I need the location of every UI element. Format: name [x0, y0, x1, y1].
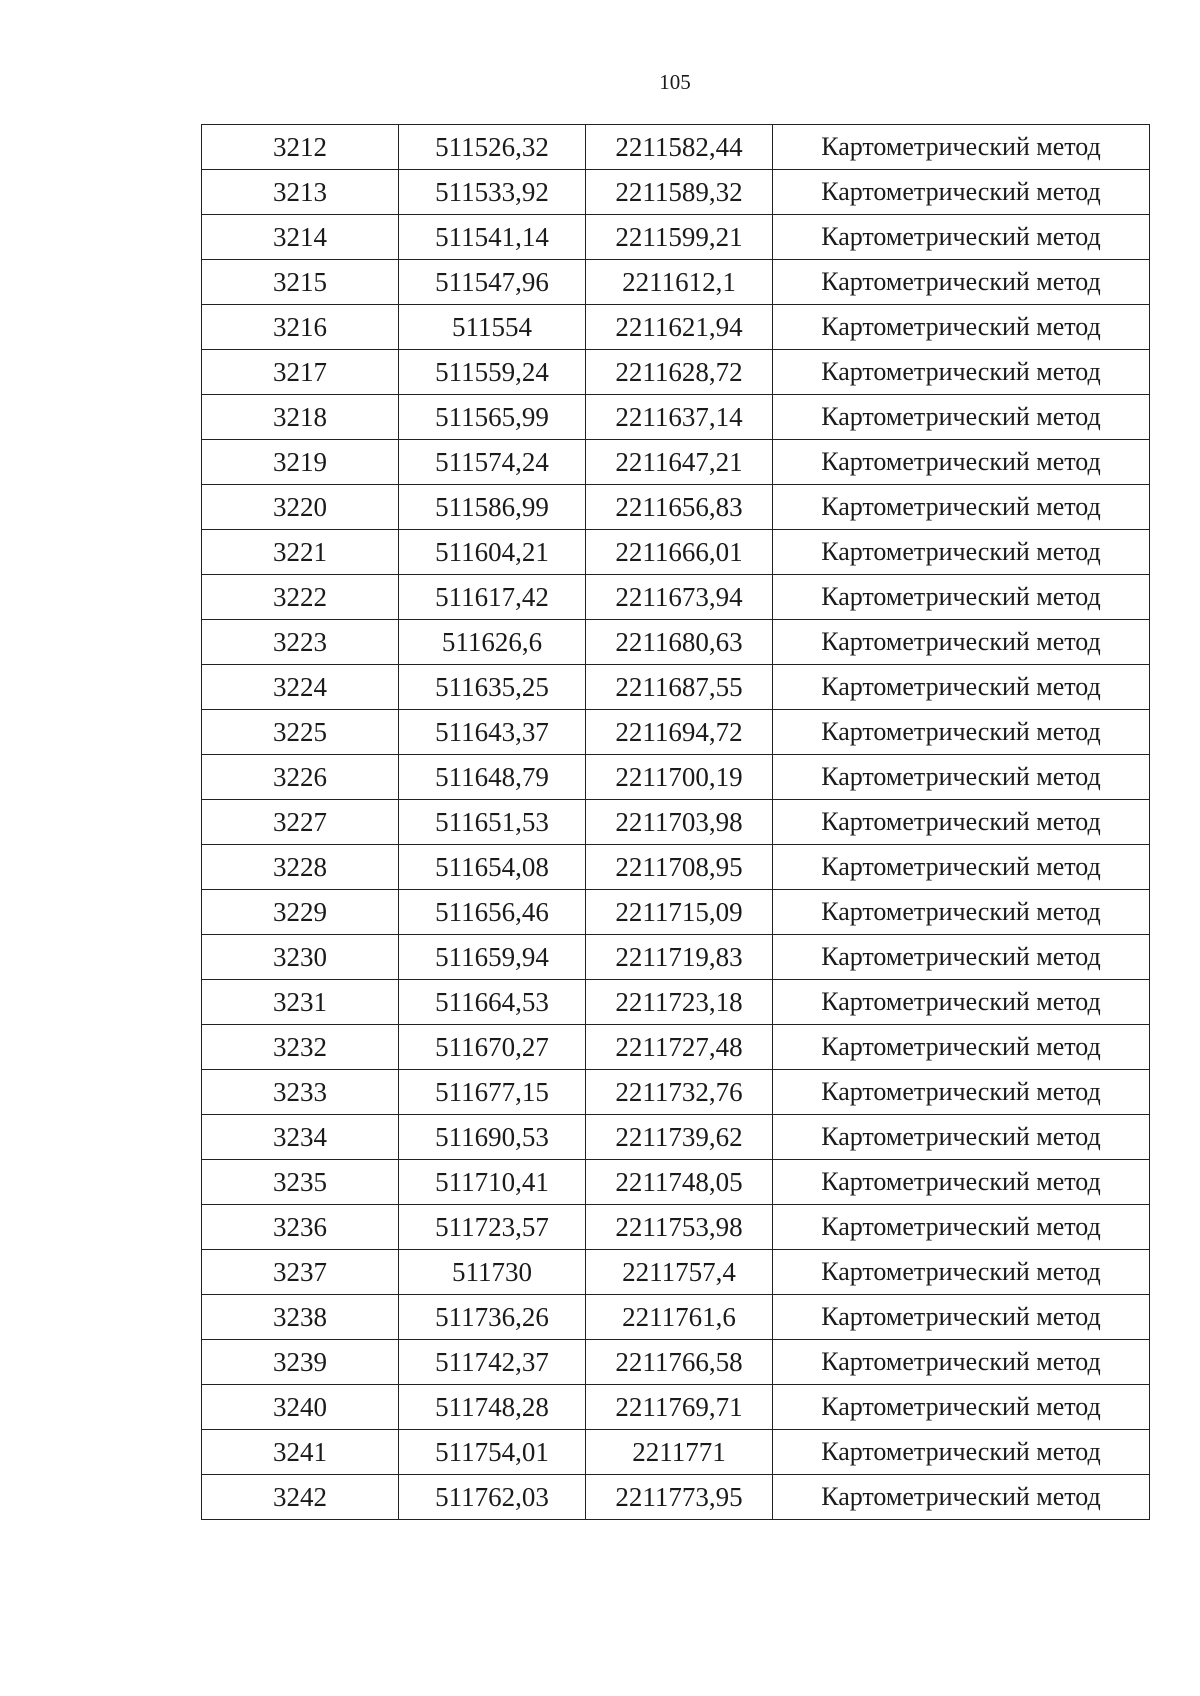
table-row: [202, 1340, 1150, 1385]
y-coordinate-cell: 2211769,71: [586, 1385, 773, 1430]
method-cell: Картометрический метод: [773, 890, 1150, 935]
coordinates-table-container: [201, 124, 1149, 1520]
y-coordinate-cell: 2211680,63: [586, 620, 773, 665]
x-coordinate-cell: 511617,42: [399, 575, 586, 620]
point-number-cell: 3234: [202, 1115, 399, 1160]
y-coordinate-cell: 2211628,72: [586, 350, 773, 395]
x-coordinate-cell: 511670,27: [399, 1025, 586, 1070]
point-number-cell: 3216: [202, 305, 399, 350]
y-coordinate-cell: 2211647,21: [586, 440, 773, 485]
y-coordinate-cell: 2211715,09: [586, 890, 773, 935]
x-coordinate-cell: 511748,28: [399, 1385, 586, 1430]
point-number-cell: 3236: [202, 1205, 399, 1250]
y-coordinate-cell: 2211673,94: [586, 575, 773, 620]
point-number-cell: 3239: [202, 1340, 399, 1385]
point-number-cell: 3235: [202, 1160, 399, 1205]
table-row: [202, 125, 1150, 170]
method-cell: Картометрический метод: [773, 935, 1150, 980]
method-cell: Картометрический метод: [773, 485, 1150, 530]
method-cell: Картометрический метод: [773, 620, 1150, 665]
point-number-cell: 3228: [202, 845, 399, 890]
method-cell: Картометрический метод: [773, 305, 1150, 350]
table-row: [202, 395, 1150, 440]
y-coordinate-cell: 2211761,6: [586, 1295, 773, 1340]
table-row: [202, 1250, 1150, 1295]
point-number-cell: 3225: [202, 710, 399, 755]
point-number-cell: 3215: [202, 260, 399, 305]
x-coordinate-cell: 511664,53: [399, 980, 586, 1025]
point-number-cell: 3221: [202, 530, 399, 575]
method-cell: Картометрический метод: [773, 1430, 1150, 1475]
y-coordinate-cell: 2211757,4: [586, 1250, 773, 1295]
x-coordinate-cell: 511710,41: [399, 1160, 586, 1205]
table-row: [202, 935, 1150, 980]
method-cell: Картометрический метод: [773, 1025, 1150, 1070]
point-number-cell: 3212: [202, 125, 399, 170]
point-number-cell: 3230: [202, 935, 399, 980]
table-row: [202, 1430, 1150, 1475]
table-row: [202, 530, 1150, 575]
method-cell: Картометрический метод: [773, 260, 1150, 305]
y-coordinate-cell: 2211727,48: [586, 1025, 773, 1070]
table-row: [202, 1475, 1150, 1520]
method-cell: Картометрический метод: [773, 1385, 1150, 1430]
y-coordinate-cell: 2211666,01: [586, 530, 773, 575]
x-coordinate-cell: 511559,24: [399, 350, 586, 395]
y-coordinate-cell: 2211766,58: [586, 1340, 773, 1385]
x-coordinate-cell: 511648,79: [399, 755, 586, 800]
method-cell: Картометрический метод: [773, 755, 1150, 800]
method-cell: Картометрический метод: [773, 845, 1150, 890]
method-cell: Картометрический метод: [773, 980, 1150, 1025]
point-number-cell: 3241: [202, 1430, 399, 1475]
method-cell: Картометрический метод: [773, 800, 1150, 845]
table-row: [202, 305, 1150, 350]
method-cell: Картометрический метод: [773, 395, 1150, 440]
x-coordinate-cell: 511677,15: [399, 1070, 586, 1115]
x-coordinate-cell: 511730: [399, 1250, 586, 1295]
x-coordinate-cell: 511656,46: [399, 890, 586, 935]
method-cell: Картометрический метод: [773, 665, 1150, 710]
table-row: [202, 440, 1150, 485]
page-number: 105: [659, 70, 691, 94]
point-number-cell: 3218: [202, 395, 399, 440]
table-row: [202, 665, 1150, 710]
table-row: [202, 1025, 1150, 1070]
method-cell: Картометрический метод: [773, 710, 1150, 755]
y-coordinate-cell: 2211582,44: [586, 125, 773, 170]
table-row: [202, 575, 1150, 620]
y-coordinate-cell: 2211694,72: [586, 710, 773, 755]
y-coordinate-cell: 2211637,14: [586, 395, 773, 440]
table-row: [202, 350, 1150, 395]
point-number-cell: 3232: [202, 1025, 399, 1070]
table-row: [202, 890, 1150, 935]
x-coordinate-cell: 511586,99: [399, 485, 586, 530]
y-coordinate-cell: 2211748,05: [586, 1160, 773, 1205]
x-coordinate-cell: 511651,53: [399, 800, 586, 845]
coordinates-table: [201, 124, 1150, 1520]
point-number-cell: 3242: [202, 1475, 399, 1520]
x-coordinate-cell: 511554: [399, 305, 586, 350]
table-row: [202, 980, 1150, 1025]
table-row: [202, 710, 1150, 755]
table-row: [202, 1385, 1150, 1430]
y-coordinate-cell: 2211771: [586, 1430, 773, 1475]
point-number-cell: 3238: [202, 1295, 399, 1340]
point-number-cell: 3240: [202, 1385, 399, 1430]
method-cell: Картометрический метод: [773, 1160, 1150, 1205]
table-row: [202, 755, 1150, 800]
method-cell: Картометрический метод: [773, 1340, 1150, 1385]
point-number-cell: 3213: [202, 170, 399, 215]
x-coordinate-cell: 511565,99: [399, 395, 586, 440]
point-number-cell: 3222: [202, 575, 399, 620]
table-row: [202, 1160, 1150, 1205]
x-coordinate-cell: 511635,25: [399, 665, 586, 710]
method-cell: Картометрический метод: [773, 1295, 1150, 1340]
x-coordinate-cell: 511541,14: [399, 215, 586, 260]
point-number-cell: 3226: [202, 755, 399, 800]
point-number-cell: 3220: [202, 485, 399, 530]
table-row: [202, 1115, 1150, 1160]
x-coordinate-cell: 511604,21: [399, 530, 586, 575]
x-coordinate-cell: 511654,08: [399, 845, 586, 890]
method-cell: Картометрический метод: [773, 1115, 1150, 1160]
table-row: [202, 485, 1150, 530]
x-coordinate-cell: 511690,53: [399, 1115, 586, 1160]
method-cell: Картометрический метод: [773, 1250, 1150, 1295]
y-coordinate-cell: 2211656,83: [586, 485, 773, 530]
method-cell: Картометрический метод: [773, 1475, 1150, 1520]
method-cell: Картометрический метод: [773, 350, 1150, 395]
y-coordinate-cell: 2211589,32: [586, 170, 773, 215]
point-number-cell: 3237: [202, 1250, 399, 1295]
table-row: [202, 845, 1150, 890]
x-coordinate-cell: 511762,03: [399, 1475, 586, 1520]
y-coordinate-cell: 2211732,76: [586, 1070, 773, 1115]
point-number-cell: 3214: [202, 215, 399, 260]
y-coordinate-cell: 2211703,98: [586, 800, 773, 845]
y-coordinate-cell: 2211753,98: [586, 1205, 773, 1250]
table-row: [202, 620, 1150, 665]
point-number-cell: 3217: [202, 350, 399, 395]
x-coordinate-cell: 511626,6: [399, 620, 586, 665]
x-coordinate-cell: 511533,92: [399, 170, 586, 215]
x-coordinate-cell: 511643,37: [399, 710, 586, 755]
coordinates-table-body: [202, 125, 1150, 1520]
method-cell: Картометрический метод: [773, 440, 1150, 485]
method-cell: Картометрический метод: [773, 125, 1150, 170]
x-coordinate-cell: 511659,94: [399, 935, 586, 980]
y-coordinate-cell: 2211708,95: [586, 845, 773, 890]
point-number-cell: 3231: [202, 980, 399, 1025]
x-coordinate-cell: 511526,32: [399, 125, 586, 170]
table-row: [202, 1295, 1150, 1340]
y-coordinate-cell: 2211700,19: [586, 755, 773, 800]
y-coordinate-cell: 2211719,83: [586, 935, 773, 980]
y-coordinate-cell: 2211739,62: [586, 1115, 773, 1160]
y-coordinate-cell: 2211599,21: [586, 215, 773, 260]
point-number-cell: 3219: [202, 440, 399, 485]
x-coordinate-cell: 511547,96: [399, 260, 586, 305]
y-coordinate-cell: 2211773,95: [586, 1475, 773, 1520]
x-coordinate-cell: 511742,37: [399, 1340, 586, 1385]
point-number-cell: 3223: [202, 620, 399, 665]
method-cell: Картометрический метод: [773, 170, 1150, 215]
method-cell: Картометрический метод: [773, 1205, 1150, 1250]
table-row: [202, 1205, 1150, 1250]
point-number-cell: 3227: [202, 800, 399, 845]
method-cell: Картометрический метод: [773, 530, 1150, 575]
x-coordinate-cell: 511754,01: [399, 1430, 586, 1475]
table-row: [202, 260, 1150, 305]
point-number-cell: 3229: [202, 890, 399, 935]
method-cell: Картометрический метод: [773, 215, 1150, 260]
method-cell: Картометрический метод: [773, 1070, 1150, 1115]
point-number-cell: 3224: [202, 665, 399, 710]
x-coordinate-cell: 511736,26: [399, 1295, 586, 1340]
x-coordinate-cell: 511723,57: [399, 1205, 586, 1250]
y-coordinate-cell: 2211621,94: [586, 305, 773, 350]
y-coordinate-cell: 2211723,18: [586, 980, 773, 1025]
table-row: [202, 1070, 1150, 1115]
x-coordinate-cell: 511574,24: [399, 440, 586, 485]
table-row: [202, 800, 1150, 845]
y-coordinate-cell: 2211612,1: [586, 260, 773, 305]
point-number-cell: 3233: [202, 1070, 399, 1115]
y-coordinate-cell: 2211687,55: [586, 665, 773, 710]
table-row: [202, 170, 1150, 215]
method-cell: Картометрический метод: [773, 575, 1150, 620]
table-row: [202, 215, 1150, 260]
